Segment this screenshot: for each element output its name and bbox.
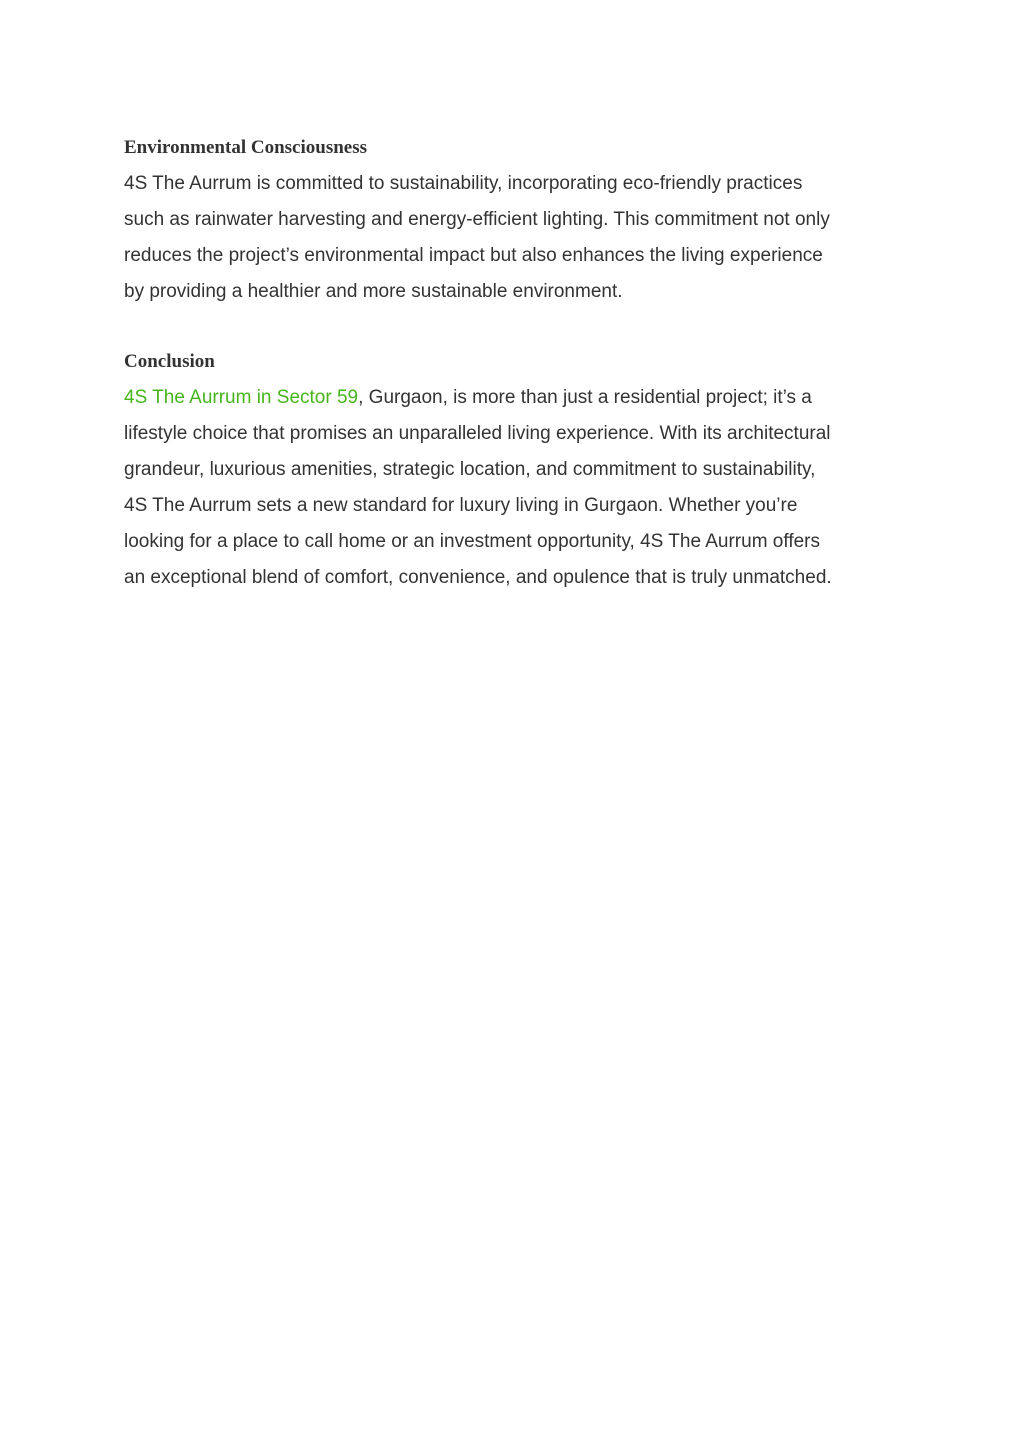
section-heading: Environmental Consciousness (124, 137, 368, 158)
section-heading: Conclusion (124, 351, 215, 372)
section-conclusion (124, 350, 899, 596)
paragraph-line: such as rainwater harvesting and energy-efficient lighting. This commitment not only (124, 209, 830, 230)
paragraph-line: an exceptional blend of comfort, convenience, and opulence that is truly unmatched. (124, 567, 832, 588)
paragraph-line: reduces the project’s environmental impact but also enhances the living experience (124, 245, 823, 266)
paragraph-line: grandeur, luxurious amenities, strategic location, and commitment to sustainability, (124, 459, 816, 480)
section-environmental-consciousness (124, 136, 899, 310)
paragraph-line: by providing a healthier and more sustainable environment. (124, 281, 623, 302)
section-paragraph (124, 166, 899, 310)
paragraph-text: , Gurgaon, is more than just a residential project; it’s a (358, 387, 812, 408)
paragraph-line: lifestyle choice that promises an unparalleled living experience. With its architectural (124, 423, 831, 444)
paragraph-line (124, 380, 899, 416)
section-paragraph (124, 380, 899, 596)
project-link[interactable]: 4S The Aurrum in Sector 59 (124, 387, 359, 408)
paragraph-line: 4S The Aurrum is committed to sustainability, incorporating eco-friendly practices (124, 173, 803, 194)
paragraph-line: looking for a place to call home or an investment opportunity, 4S The Aurrum offers (124, 531, 820, 552)
paragraph-line: 4S The Aurrum sets a new standard for luxury living in Gurgaon. Whether you’re (124, 495, 798, 516)
document-page (124, 136, 899, 596)
